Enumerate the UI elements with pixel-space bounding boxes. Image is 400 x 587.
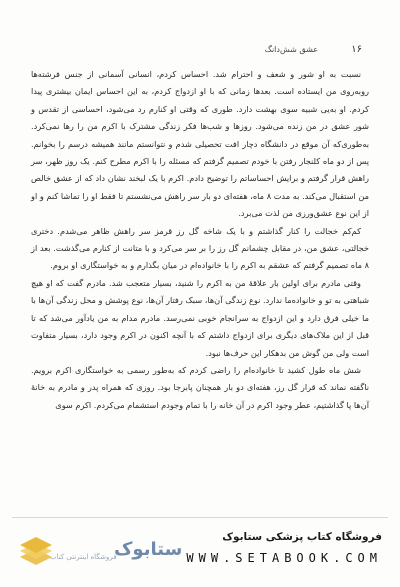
paragraph: کم‌کم خجالت را کنار گذاشتم و با یک شاخه گل رز قرمز سر راهش ظاهر می‌شدم. دختری خجالتی، عشق من، در مقابل چشمانم گل رز را بر سر می‌کرد و با متانت از کنارم می‌گذشت. بعد از ۸ ماه تصمیم گرفتم که عشقم به اکرم را با خانواده‌ام در میان بگذارم و به خواستگاری او بروم.	[31, 225, 369, 271]
store-url[interactable]: WWW.SETABOOK.COM	[186, 551, 382, 565]
setabook-logo[interactable]	[14, 527, 183, 575]
paragraph: وقتی مادرم برای اولین بار علاقهٔ من به اکرم را شنید، بسیار متعجب شد. مادرم گفت که او هیچ شباهتی به تو و خانواده‌ما ندارد. نوع زندگی آن‌ها، سبک رفتار آن‌ها، نوع پوشش و محل زندگی آن‌ها با ما خیلی فرق دارد و این ازدواج به سرانجام خوبی نمی‌رسد. مادرم مدام به من یادآور می‌شد که تا قبل از این ملاک‌های دیگری برای ازدواج داشتم که با آنچه اکنون در اکرم وجود دارد، بسیار متفاوت است ولی من گوش من بدهکار این حرف‌ها نبود.	[31, 277, 369, 358]
book-stack-icon	[20, 537, 52, 565]
page-number: ۱۶	[351, 44, 362, 55]
store-footer	[0, 517, 400, 587]
logo-subtitle: فروشگاه اینترنتی کتاب	[50, 553, 117, 561]
paragraph: شش ماه طول کشید تا خانواده‌ام را راضی کردم که به‌طور رسمی به خواستگاری اکرم برویم. ناگفته نماند که قرار گل رز، هفته‌ای دو بار همچنان پابرجا بود. روزی که همراه پدر و مادرم به خانهٔ آن‌ها پا گذاشتیم، عطر وجود اکرم در آن خانه را با تمام وجودم استشمام می‌کردم. اکرم سوی	[31, 364, 369, 410]
logo-wordmark: ستابوک	[114, 539, 183, 560]
paragraph: نسبت به او شور و شعف و احترام شد. احساس کردم، انسانی آسمانی از جنس فرشته‌ها روبه‌روی من ایستاده است. بعدها زمانی که با او ازدواج کردم، به این احساس ایمان بیشتری پیدا کردم. او به‌یی شبیه سوی بهشت دارد. طوری که وقتی او کنارم رد می‌شود، احساسی از تقدس و شور عشق در من زنده می‌شود. روزها و شب‌ها فکر زندگی مشترک با اکرم من را رها نمی‌کرد. به‌طوری‌که آن موقع در دانشگاه دچار افت تحصیلی شدم و نتوانستم مانند همیشه درسم را بخوانم. پس از دو ماه کلنجار رفتن با خودم تصمیم گرفتم که مسئله را با اکرم مطرح کنم. یک روز ظهر، سر راهش قرار گرفتم و برایش احساساتم را توضیح دادم. اکرم با یک لبخند نشان داد که از عشق خالص من استقبال می‌کند. به مدت ۸ ماه، هفته‌ای دو بار سر راهش می‌نشستم تا فقط او را تماشا کنم و او از این نوع عشق‌ورزی من لذت می‌برد.	[31, 69, 369, 219]
footer-divider	[12, 517, 388, 518]
page-header	[30, 44, 370, 58]
running-title: عشق شش‌دانگ	[264, 45, 318, 54]
body-text	[31, 66, 369, 414]
store-name: فروشگاه کتاب پزشکی ستابوک	[222, 531, 382, 543]
page-fade-overlay	[0, 470, 400, 515]
